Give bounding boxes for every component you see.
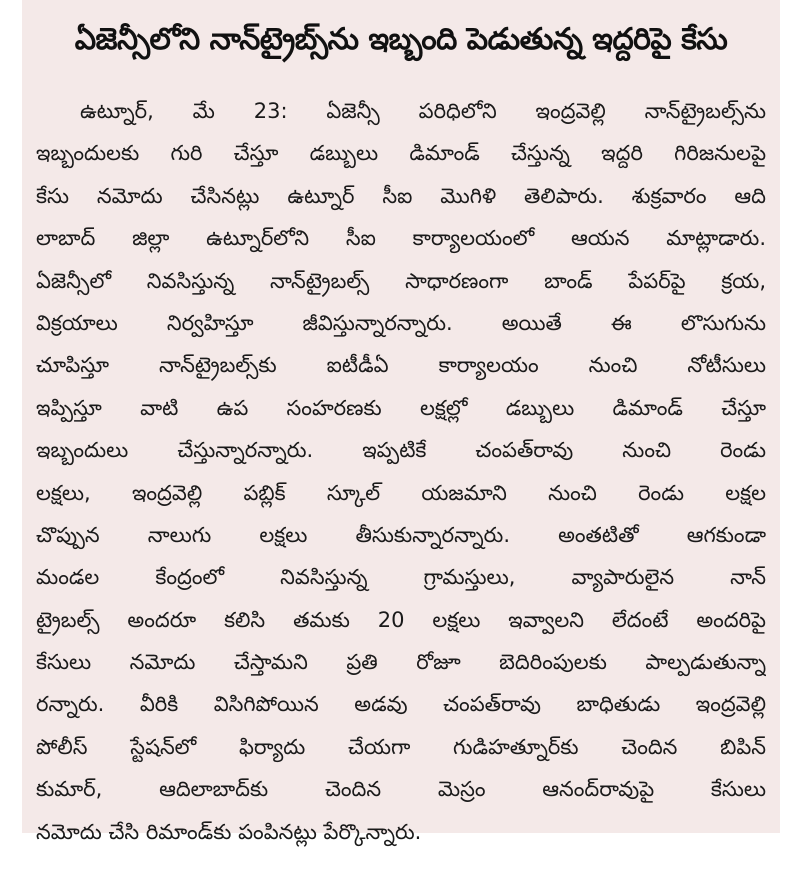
article-line: చొప్పున నాలుగు లక్షలు తీసుకున్నారన్నారు. అంతటితో ఆగకుండా (36, 522, 766, 547)
article-line: ఇబ్బందులు చేస్తున్నారన్నారు. ఇప్పటికే చంపత్‌రావు నుంచి రెండు (36, 438, 766, 463)
article-line: ఇప్పిస్తూ వాటి ఉప సంహరణకు లక్షల్లో డబ్బులు డిమాండ్ చేస్తూ (36, 395, 766, 420)
article-line: ఇబ్బందులకు గురి చేస్తూ డబ్బులు డిమాండ్ చేస్తున్న ఇద్దరి గిరిజనులపై (36, 141, 766, 166)
article-line: ఏజెన్సీలో నివసిస్తున్న నాన్‌ట్రైబల్స్ సాధారణంగా బాండ్ పేపర్‌పై క్రయ, (36, 268, 766, 293)
article-line: చూపిస్తూ నాన్‌ట్రైబల్స్‌కు ఐటీడీఏ కార్యాలయం నుంచి నోటీసులు (36, 353, 766, 378)
article-line: రన్నారు. వీరికి విసిగిపోయిన అడవు చంపత్‌రావు బాధితుడు ఇంద్రవెల్లి (36, 692, 766, 717)
article-line: ఉట్నూర్, మే 23: ఏజెన్సీ పరిధిలోని ఇంద్రవెల్లి నాన్‌ట్రైబల్స్‌ను (80, 99, 766, 123)
article-line: నమోదు చేసి రిమాండ్‌కు పంపినట్లు పేర్కొన్నారు. (36, 819, 422, 844)
article-body (36, 90, 766, 853)
article-line: కేసు నమోదు చేసినట్లు ఉట్నూర్ సీఐ మొగిళి తెలిపారు. శుక్రవారం ఆది (36, 183, 766, 208)
article-line: లాబాద్ జిల్లా ఉట్నూర్‌లోని సీఐ కార్యాలయంలో ఆయన మాట్లాడారు. (36, 226, 766, 251)
article-line: కేసులు నమోదు చేస్తామని ప్రతి రోజూ బెదిరింపులకు పాల్పడుతున్నా (36, 650, 766, 675)
article-line: కుమార్, ఆదిలాబాద్‌కు చెందిన మెస్రం ఆనంద్‌రావుపై కేసులు (36, 777, 766, 802)
headline: ఏజెన్సీలోని నాన్‌ట్రైబ్స్‌ను ఇబ్బంది పెడుతున్న ఇద్దరిపై కేసు (74, 22, 728, 57)
article-line: మండల కేంద్రంలో నివసిస్తున్న గ్రామస్తులు, వ్యాపారులైన నాన్ (36, 565, 766, 590)
article-line: ట్రైబల్స్ అందరూ కలిసి తమకు 20 లక్షలు ఇవ్వాలని లేదంటే అందరిపై (36, 607, 766, 632)
article-line: లక్షలు, ఇంద్రవెల్లి పబ్లిక్ స్కూల్ యజమాని నుంచి రెండు లక్షల (36, 480, 766, 505)
article-line: పోలీస్ స్టేషన్‌లో ఫిర్యాదు చేయగా గుడిహత్నూర్‌కు చెందిన బిపిన్ (36, 734, 766, 759)
article-line: విక్రయాలు నిర్వహిస్తూ జీవిస్తున్నారన్నారు. అయితే ఈ లొసుగును (36, 310, 766, 335)
newspaper-clipping (22, 0, 780, 844)
